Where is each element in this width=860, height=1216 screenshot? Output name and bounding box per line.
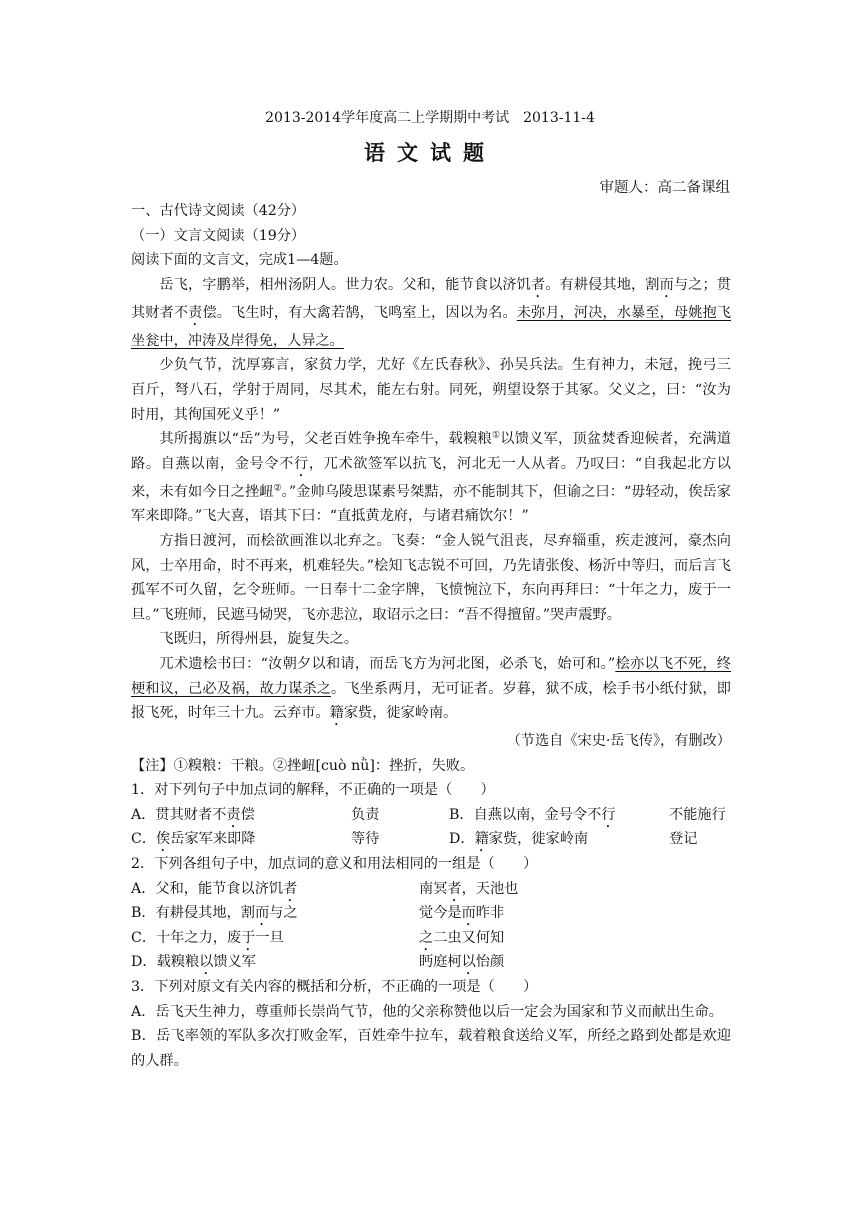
- underlined-sentence: 未弥月，河决，水暴至，母姚抱飞坐瓮中，冲涛及岸得免，人异之。: [131, 304, 731, 349]
- footnote-marker-2: ②: [273, 483, 282, 494]
- subsection-heading: （一）文言文阅读（19分）: [131, 227, 306, 244]
- passage-paragraph-6: 兀术遗桧书曰：“汝朝夕以和请，而岳飞方为河北图，必杀飞，始可和。”桧亦以飞不死，终梗和议，己必及祸，故力谋杀之。飞坐系两月，无可证者。岁暮，狱不成，桧手书小纸付狱，即报飞死，时年三十九。云弃市。籍家赀，徙家岭南。: [131, 655, 731, 722]
- underlined-sentence: 桧亦以飞不死，终梗和议，己必及祸，故力谋杀之: [131, 655, 731, 697]
- question-1-options-cd: [131, 827, 731, 852]
- q1-option-b-gloss: 不能施行: [669, 806, 726, 823]
- q2-option-b: B．有耕侵其地，割而与之 觉今是而昨非: [131, 905, 505, 922]
- question-1-stem: 1．对下列句子中加点词的解释，不正确的一项是（ ）: [131, 782, 495, 799]
- q3-option-a: A．岳飞天生神力，尊重师长崇尚气节，他的父亲称赞他以后一定会为国家和节义而献出生命。: [131, 1003, 723, 1020]
- footnote: 【注】①糗粮：干粮。②挫衄[cuò nǜ]：挫折，失败。: [131, 757, 475, 774]
- section-heading: 一、古代诗文阅读（42分）: [131, 203, 306, 219]
- exam-header: [0, 107, 860, 127]
- passage-paragraph-3: 其所揭旗以“岳”为号，父老百姓争挽车牵牛，载糗粮①以馈义军，顶盆焚香迎候者，充满道路。自燕以南，金号令不行，兀术欲签军以抗飞，河北无一人从者。乃叹曰：“自我起北方以来，未有如今日之挫衄②。”金帅乌陵思谋素号桀黠，亦不能制其下，但谕之曰：“毋轻动，俟岳家军来即降。”飞大喜，语其下曰：“直抵黄龙府，与诸君痛饮尔！”: [131, 430, 731, 525]
- exam-date: 2013-11-4: [523, 110, 595, 126]
- q2-option-d: D．载糗粮以馈义军 眄庭柯以怡颜: [131, 954, 505, 971]
- dotted-char: 籍: [329, 705, 344, 722]
- q1-option-d-gloss: 登记: [669, 831, 698, 848]
- q1-option-d: D．籍家赀，徙家岭南: [449, 831, 589, 848]
- passage-paragraph-1: 岳飞，字鹏举，相州汤阴人。世力农。父和，能节食以济饥者。有耕侵其地，割而与之；贯其财者不责偿。飞生时，有大禽若鹄，飞鸣室上，因以为名。未弥月，河决，水暴至，母姚抱飞坐瓮中，冲涛及岸得免，人异之。: [131, 276, 731, 349]
- dotted-char: 责: [188, 304, 203, 321]
- question-3-stem: 3．下列对原文有关内容的概括和分析，不正确的一项是（ ）: [131, 979, 538, 996]
- q2-option-c: C．十年之力，废于一旦 之二虫又何知: [131, 929, 505, 946]
- passage-paragraph-4: 方指日渡河，而桧欲画淮以北弃之。飞奏：“金人锐气沮丧，尽弃辎重，疾走渡河，豪杰向风，士卒用命，时不再来，机难轻失。”桧知飞志锐不可回，乃先请张俊、杨沂中等归，而后言飞孤军不可久留，乞令班师。一日奉十二金字牌，飞愤惋泣下，东向再拜曰：“十年之力，废于一旦。”飞班师，民遮马恸哭，飞亦悲泣，取诏示之曰：“吾不得擅留。”哭声震野。: [131, 532, 731, 623]
- exam-content: [131, 199, 731, 1073]
- page-title: 语文试题: [364, 140, 496, 165]
- passage-paragraph-5: 飞既归，所得州县，旋复失之。: [159, 631, 359, 648]
- question-1-options-ab: [131, 803, 731, 828]
- q3-option-b: B．岳飞率领的军队多次打败金军，百姓牵牛拉车，载着粮食送给义军，所经之路到处都是欢迎的人群。: [131, 1028, 731, 1069]
- q1-option-a-gloss: 负责: [351, 806, 380, 823]
- source-citation: （节选自《宋史·岳飞传》，有删改）: [506, 733, 731, 750]
- setter-line: 审题人：高二备课组: [599, 180, 730, 196]
- q1-option-c-gloss: 等待: [351, 831, 380, 848]
- q1-option-c: C．俟岳家军来即降: [131, 831, 256, 848]
- dotted-char: 者: [530, 276, 546, 293]
- dotted-char: 行: [294, 455, 309, 472]
- dotted-char: 而: [659, 276, 674, 293]
- q2-option-a: A．父和，能节食以济饥者 南冥者，天池也: [131, 880, 519, 897]
- q1-option-b: B．自燕以南，金号令不行: [449, 806, 616, 823]
- exam-name: 2013-2014学年度高二上学期期中考试: [265, 110, 510, 126]
- question-2-stem: 2．下列各组句子中，加点词的意义和用法相同的一组是（ ）: [131, 856, 538, 873]
- q1-option-a: A．贯其财者不责偿: [131, 806, 255, 823]
- passage-paragraph-2: 少负气节，沈厚寡言，家贫力学，尤好《左氏春秋》、孙吴兵法。生有神力，未冠，挽弓三百斤，弩八石，学射于周同，尽其术，能左右射。同死，朔望设祭于其冢。父义之，曰：“汝为时用，其徇国死义乎！”: [131, 357, 731, 423]
- footnote-marker-1: ①: [491, 430, 501, 441]
- instruction: 阅读下面的文言文，完成1—4题。: [131, 252, 348, 269]
